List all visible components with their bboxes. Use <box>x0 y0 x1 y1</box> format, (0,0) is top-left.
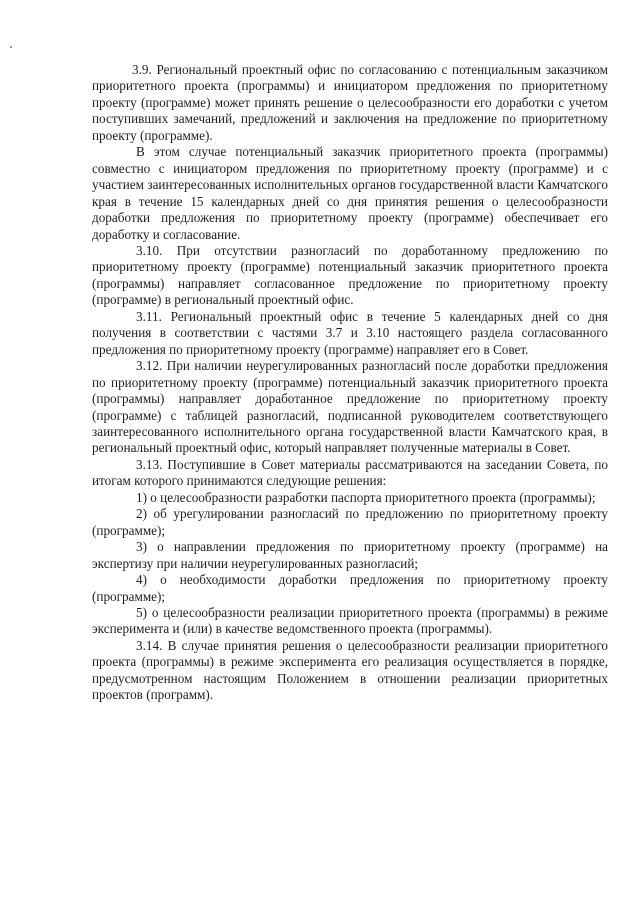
list-item-3: 3) о направлении предложения по приоритетному проекту (программе) на экспертизу при наличии неурегулированных разногласий; <box>92 539 608 571</box>
paragraph-3-11: 3.11. Региональный проектный офис в течение 5 календарных дней со дня получения в соответствии с частями 3.7 и 3.10 настоящего раздела согласованного предложения по приоритетному проекту (программе) направляет его в Совет. <box>92 308 608 357</box>
paragraph-3-12: 3.12. При наличии неурегулированных разногласий после доработки предложения по приоритетному проекту (программе) потенциальный заказчик приоритетного проекта (программы) направляет доработанное предложение по приоритетному проекту (программе) с таблицей разногласий, подписанной руководителем соответствующего заинтересованного исполнительного органа государственной власти Камчатского края, в региональный проектный офис, который направляет полученные материалы в Совет. <box>92 358 608 456</box>
document-body <box>92 62 608 704</box>
paragraph-3-9: 3.9. Региональный проектный офис по согласованию с потенциальным заказчиком приоритетного проекта (программы) и инициатором предложения по приоритетному проекту (программе) может принять решение о целесообразности его доработки с учетом поступивших замечаний, предложений и заключения на предложение по приоритетному проекту (программе). <box>92 62 608 143</box>
paragraph-3-14: 3.14. В случае принятия решения о целесообразности реализации приоритетного проекта (программы) в режиме эксперимента его реализация осуществляется в порядке, предусмотренном настоящим Положением в отношении реализации приоритетных проектов (программ). <box>92 637 608 703</box>
list-item-2: 2) об урегулировании разногласий по предложению по приоритетному проекту (программе); <box>92 506 608 538</box>
list-item-4: 4) о необходимости доработки предложения по приоритетному проекту (программе); <box>92 572 608 604</box>
list-item-1: 1) о целесообразности разработки паспорта приоритетного проекта (программы); <box>136 489 596 505</box>
paragraph-3-9-continuation: В этом случае потенциальный заказчик приоритетного проекта (программы) совместно с инициатором предложения по приоритетному проекту (программе) и с участием заинтересованных исполнительных органов государственной власти Камчатского края в течение 15 календарных дней со дня принятия решения о целесообразности доработки предложения по приоритетному проекту (программе) обеспечивает его доработку и согласование. <box>92 144 608 242</box>
paragraph-3-13: 3.13. Поступившие в Совет материалы рассматриваются на заседании Совета, по итогам которого принимаются следующие решения: <box>92 456 608 489</box>
paragraph-3-10: 3.10. При отсутствии разногласий по доработанному предложению по приоритетному проекту (программе) потенциальный заказчик приоритетного проекта (программы) направляет согласованное предложение по приоритетному проекту (программе) в региональный проектный офис. <box>92 242 608 308</box>
list-item-5: 5) о целесообразности реализации приоритетного проекта (программы) в режиме эксперимента и (или) в качестве ведомственного проекта (программы). <box>92 604 608 637</box>
scan-speck <box>10 46 12 48</box>
